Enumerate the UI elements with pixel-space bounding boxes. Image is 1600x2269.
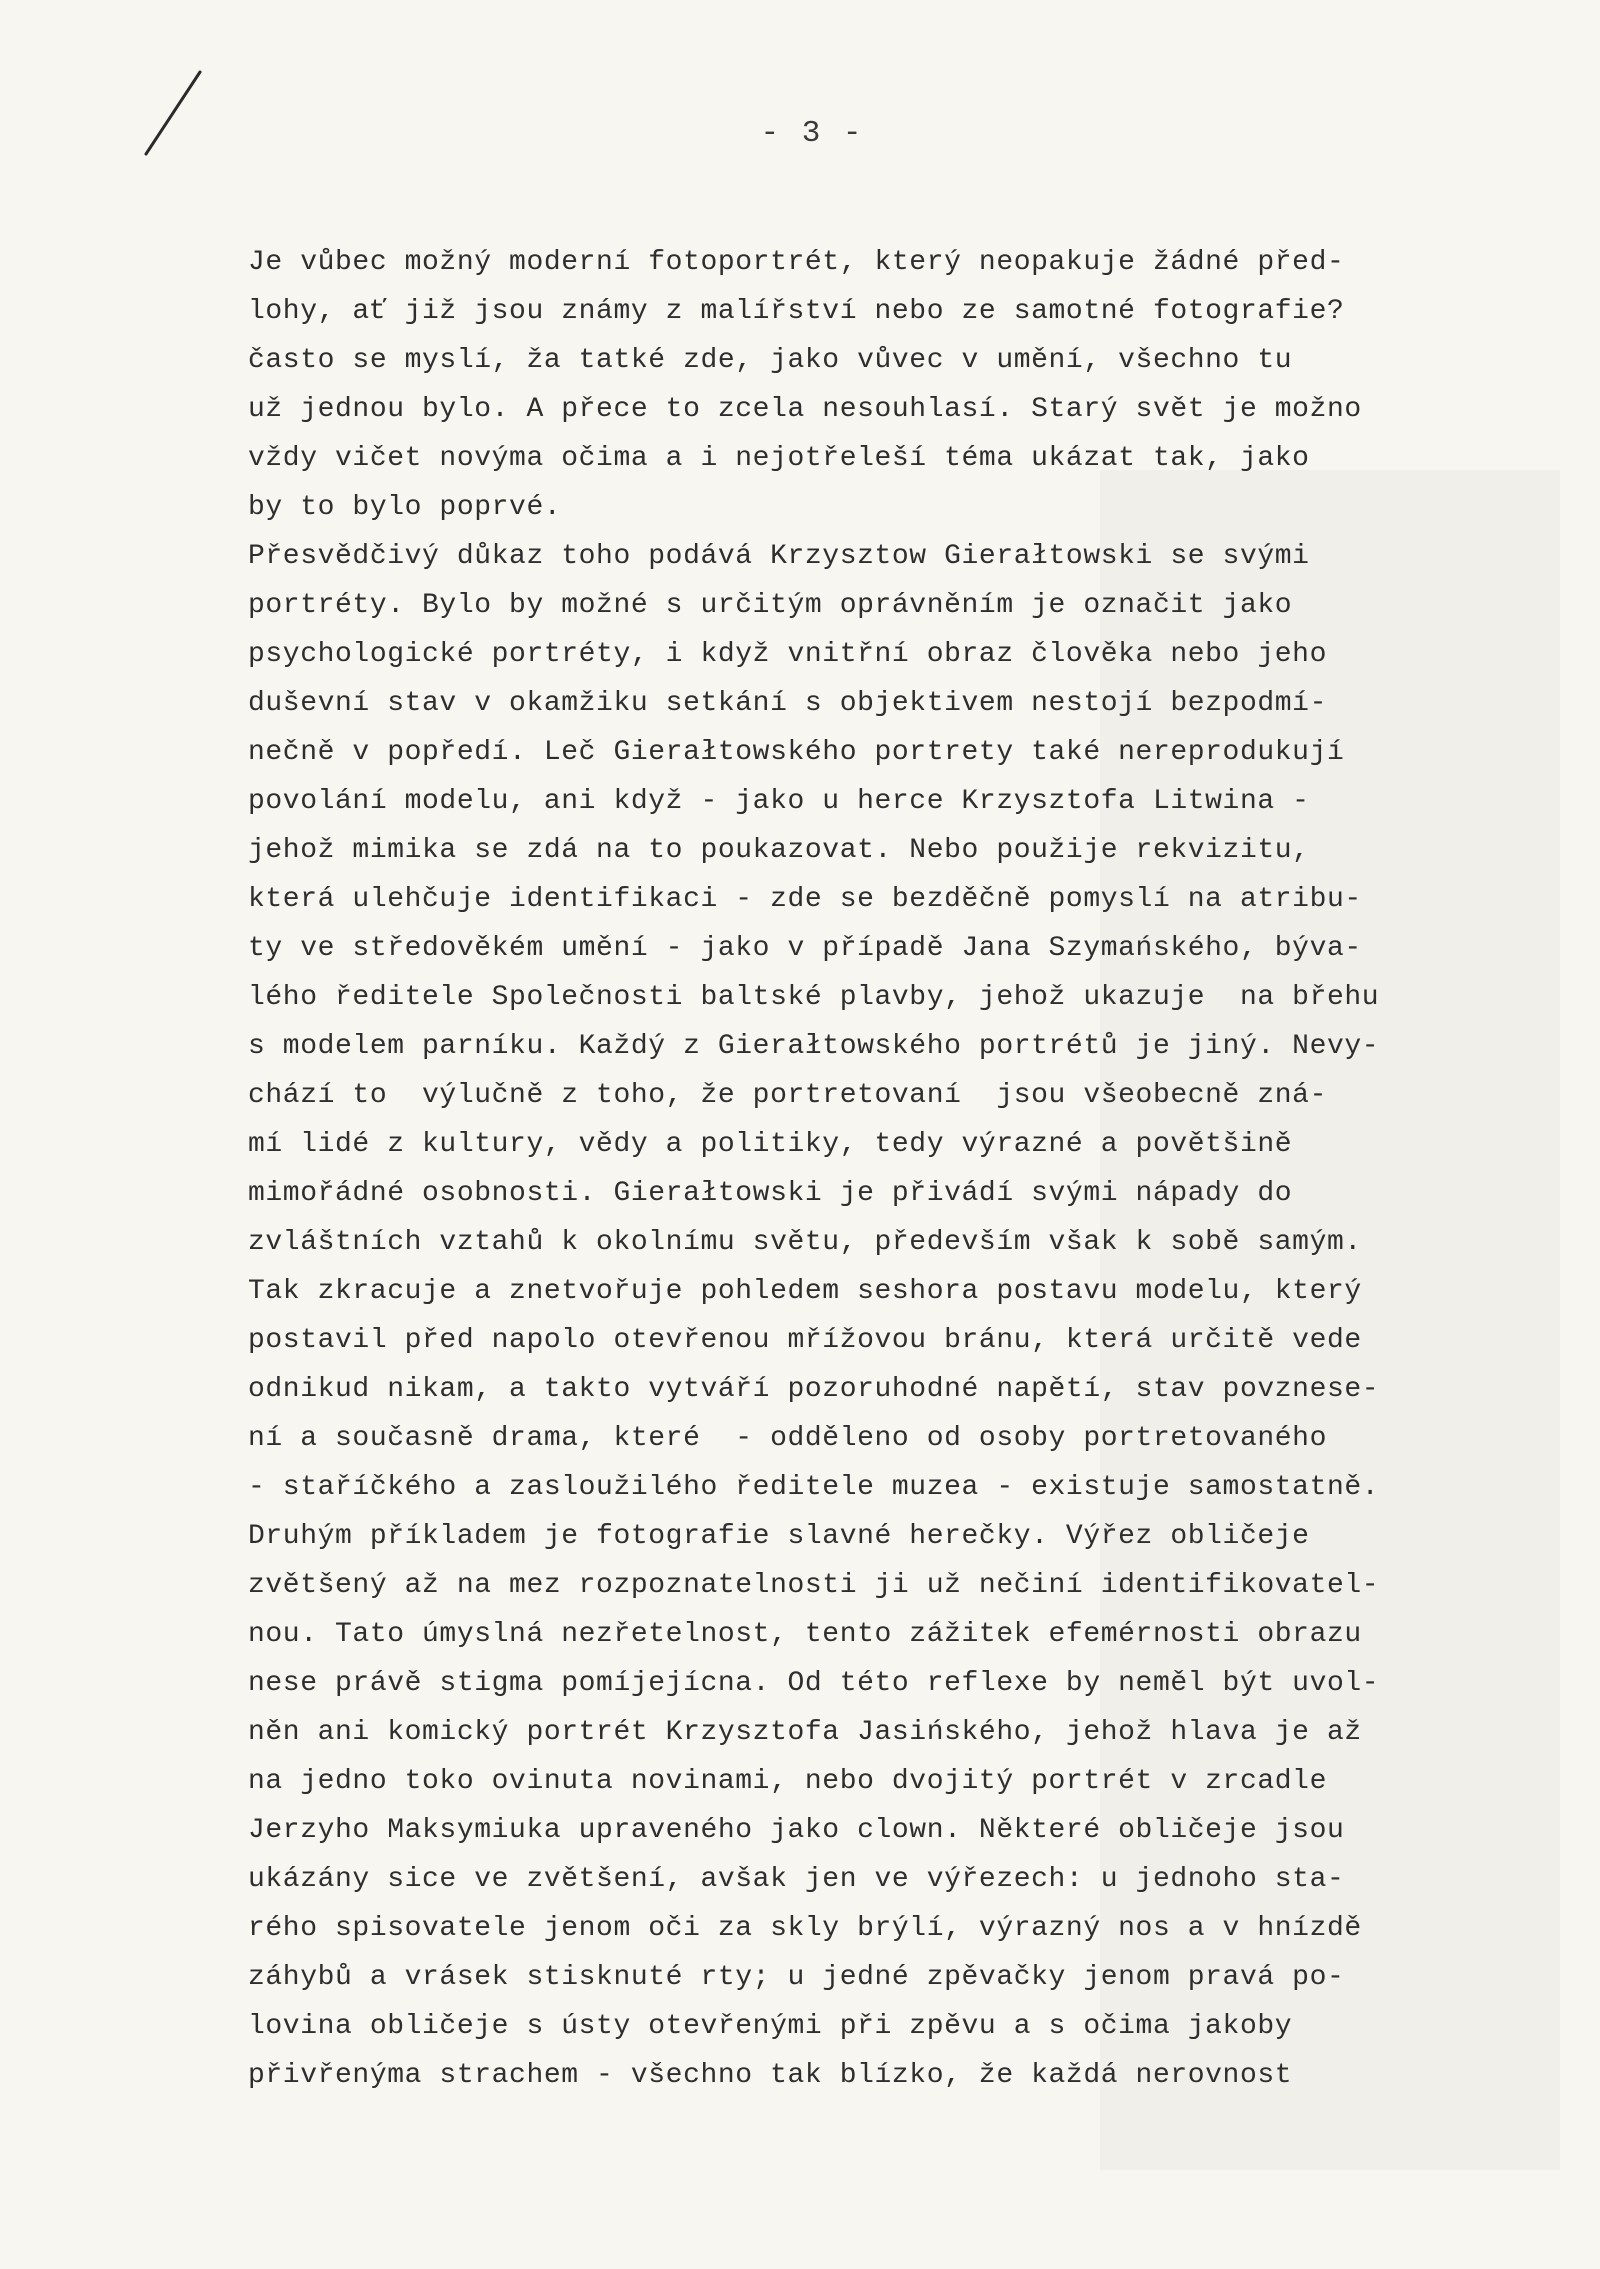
text-line: Je vůbec možný moderní fotoportrét, který neopakuje žádné před- — [248, 247, 1345, 278]
text-line: povolání modelu, ani když - jako u herce Krzysztofa Litwina - — [248, 786, 1310, 817]
text-line: ty ve středověkém umění - jako v případě Jana Szymańského, býva- — [248, 933, 1362, 964]
text-line: - staříčkého a zasloužilého ředitele muzea - existuje samostatně. — [248, 1472, 1380, 1503]
text-line: už jednou bylo. A přece to zcela nesouhlasí. Starý svět je možno — [248, 394, 1362, 425]
text-line: Druhým příkladem je fotografie slavné herečky. Výřez obličeje — [248, 1521, 1310, 1552]
text-line: záhybů a vrásek stisknuté rty; u jedné zpěvačky jenom pravá po- — [248, 1962, 1345, 1993]
text-line: ní a současně drama, které - odděleno od osoby portretovaného — [248, 1423, 1327, 1454]
text-line: nese právě stigma pomíjejícna. Od této reflexe by neměl být uvol- — [248, 1668, 1380, 1699]
text-line: Jerzyho Maksymiuka upraveného jako clown. Některé obličeje jsou — [248, 1815, 1345, 1846]
text-line: mimořádné osobnosti. Gierałtowski je přivádí svými nápady do — [248, 1178, 1293, 1209]
text-line: lohy, ať již jsou známy z malířství nebo ze samotné fotografie? — [248, 296, 1345, 327]
text-line: často se myslí, ža tatké zde, jako vůvec v umění, všechno tu — [248, 345, 1293, 376]
text-line: Tak zkracuje a znetvořuje pohledem seshora postavu modelu, který — [248, 1276, 1362, 1307]
text-line: ukázány sice ve zvětšení, avšak jen ve výřezech: u jednoho sta- — [248, 1864, 1345, 1895]
text-line: lovina obličeje s ústy otevřenými při zpěvu a s očima jakoby — [248, 2011, 1293, 2042]
text-line: nou. Tato úmyslná nezřetelnost, tento zážitek efemérnosti obrazu — [248, 1619, 1362, 1650]
page-number: - 3 - — [760, 116, 864, 151]
text-line: postavil před napolo otevřenou mřížovou bránu, která určitě vede — [248, 1325, 1362, 1356]
text-line: Přesvědčivý důkaz toho podává Krzysztow Gierałtowski se svými — [248, 541, 1310, 572]
text-line: portréty. Bylo by možné s určitým oprávněním je označit jako — [248, 590, 1293, 621]
text-line: zvětšený až na mez rozpoznatelnosti ji už nečiní identifikovatel- — [248, 1570, 1380, 1601]
text-line: přivřenýma strachem - všechno tak blízko, že každá nerovnost — [248, 2060, 1293, 2091]
text-line: nečně v popředí. Leč Gierałtowského portrety také nereprodukují — [248, 737, 1345, 768]
text-line: by to bylo poprvé. — [248, 492, 562, 523]
text-line: odnikud nikam, a takto vytváří pozoruhodné napětí, stav povznese- — [248, 1374, 1380, 1405]
text-line: vždy vičet novýma očima a i nejotřeleší téma ukázat tak, jako — [248, 443, 1310, 474]
text-line: zvláštních vztahů k okolnímu světu, především však k sobě samým. — [248, 1227, 1362, 1258]
text-line: na jedno toko ovinuta novinami, nebo dvojitý portrét v zrcadle — [248, 1766, 1327, 1797]
text-line: lého ředitele Společnosti baltské plavby, jehož ukazuje na břehu — [248, 982, 1380, 1013]
text-line: s modelem parníku. Každý z Gierałtowského portrétů je jiný. Nevy- — [248, 1031, 1380, 1062]
text-line: jehož mimika se zdá na to poukazovat. Nebo použije rekvizitu, — [248, 835, 1310, 866]
text-line: rého spisovatele jenom oči za skly brýlí, výrazný nos a v hnízdě — [248, 1913, 1362, 1944]
text-line: která ulehčuje identifikaci - zde se bezděčně pomyslí na atribu- — [248, 884, 1362, 915]
text-line: mí lidé z kultury, vědy a politiky, tedy výrazné a povětšině — [248, 1129, 1293, 1160]
text-line: něn ani komický portrét Krzysztofa Jasińského, jehož hlava je až — [248, 1717, 1362, 1748]
text-line: psychologické portréty, i když vnitřní obraz člověka nebo jeho — [248, 639, 1327, 670]
body-text — [248, 238, 1548, 2100]
text-line: chází to výlučně z toho, že portretovaní jsou všeobecně zná- — [248, 1080, 1327, 1111]
text-line: duševní stav v okamžiku setkání s objektivem nestojí bezpodmí- — [248, 688, 1327, 719]
